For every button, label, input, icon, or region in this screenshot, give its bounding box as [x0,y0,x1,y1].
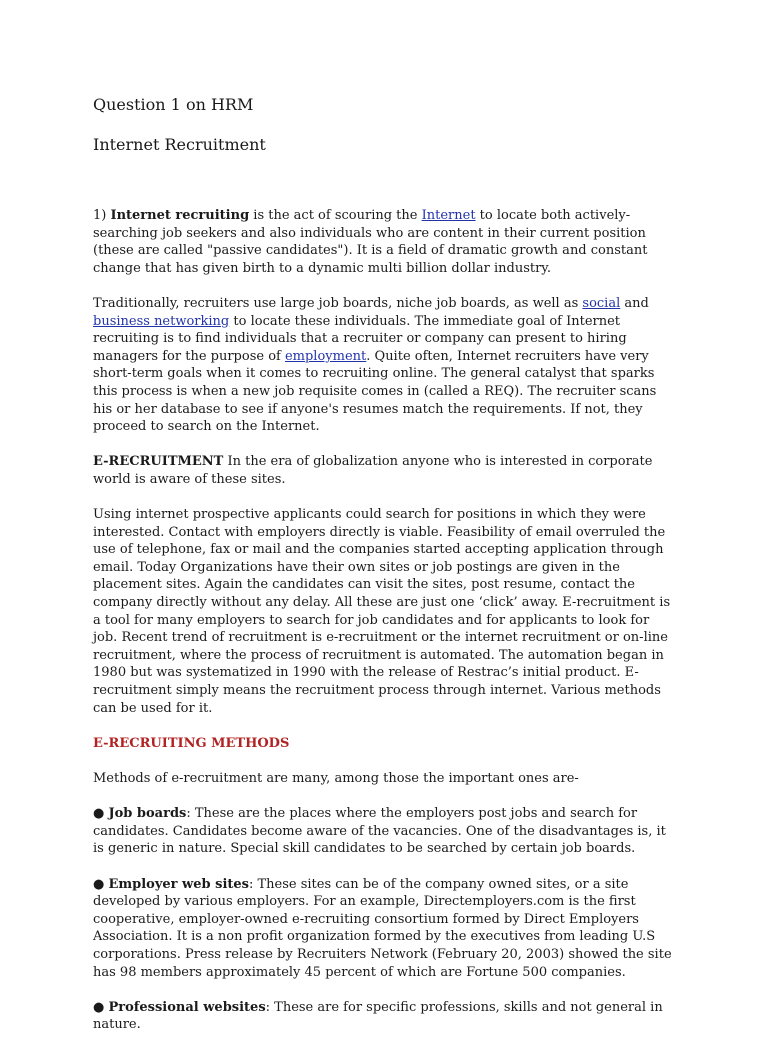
link-social[interactable]: social [582,295,621,311]
text-run: to locate these individuals. The immediate goal of Internet recruiting is to find individuals that a recruiter or company can present to hiring managers for the purpose of [93,313,627,364]
list-item-employer-web-sites [93,876,676,982]
paragraph-traditionally [93,295,676,436]
paragraph-e-recruitment [93,453,676,488]
text-run: is the act of scouring the [249,208,422,223]
paragraph-methods-intro: Methods of e-recruitment are many, among those the important ones are- [93,771,579,786]
list-item-professional-websites [93,999,676,1034]
link-business-networking[interactable]: business networking [93,313,230,329]
link-employment[interactable]: employment [284,348,367,364]
item-text: : These are the places where the employers post jobs and search for candidates. Candidates become aware of the vacancies. One of the disadvantages is, it is generic in nature. Special skill candidates to be searched by certain job boards. [93,806,666,857]
text-run: and [620,295,649,311]
item-label: Job boards [108,806,187,822]
bullet-icon: ● [93,876,105,892]
item-label: Professional websites [108,999,266,1015]
text-run: Traditionally, recruiters use large job boards, niche job boards, as well as [93,295,583,311]
term-e-recruitment: E-RECRUITMENT [93,454,224,470]
page-subtitle: Internet Recruitment [93,135,266,154]
item-text: : These sites can be of the company owned sites, or a site developed by various employers. For an example, Directemployers.com is the first cooperative, employer-owned e-recruiting consortium formed by Direct Employers Association. It is a non profit organization formed by the executives from leading U.S corporations. Press release by Recruiters Network (February 20, 2003) showed the site has 98 members approximately 45 percent of which are Fortune 500 companies. [93,876,672,980]
term-internet-recruiting: Internet recruiting [110,208,250,223]
bullet-icon: ● [93,806,105,822]
item-label: Employer web sites [108,876,249,892]
paragraph-number: 1) [93,208,107,223]
bullet-icon: ● [93,999,105,1015]
item-text: : These are for specific professions, skills and not general in nature. [93,999,663,1033]
text-run: In the era of globalization anyone who is interested in corporate world is aware of these sites. [93,454,653,487]
section-heading-methods: E-RECRUITING METHODS [93,735,290,751]
text-run: . Quite often, Internet recruiters have very short-term goals when it comes to recruiting online. The general catalyst that sparks this process is when a new job requisite comes in (called a REQ). The recruiter scans his or her database to see if anyone's resumes match the requirements. If not, they proceed to search on the Internet. [93,348,657,435]
link-internet[interactable]: Internet [421,208,476,223]
list-item-job-boards [93,805,676,858]
page-title: Question 1 on HRM [93,95,254,114]
text-run: to locate both actively-searching job seekers and also individuals who are content in their current position (these are called "passive candidates"). It is a field of dramatic growth and constant change that has given birth to a dynamic multi billion dollar industry. [93,208,648,276]
paragraph-internet-recruiting [93,207,676,277]
document-body [93,207,676,1052]
paragraph-using-internet: Using internet prospective applicants could search for positions in which they were interested. Contact with employers directly is viable. Feasibility of email overruled the use of telephone, fax or mail and the companies started accepting application through email. Today Organizations have their own sites or job postings are given in the placement sites. Again the candidates can visit the sites, post resume, contact the company directly without any delay. All these are just one ‘click’ away. E-recruitment is a tool for many employers to search for job candidates and for applicants to look for job. Recent trend of recruitment is e-recruitment or the internet recruitment or on-line recruitment, where the process of recruitment is automated. The automation began in 1980 but was systematized in 1990 with the release of Restrac’s initial product. E-recruitment simply means the recruitment process through internet. Various methods can be used for it. [93,507,671,716]
